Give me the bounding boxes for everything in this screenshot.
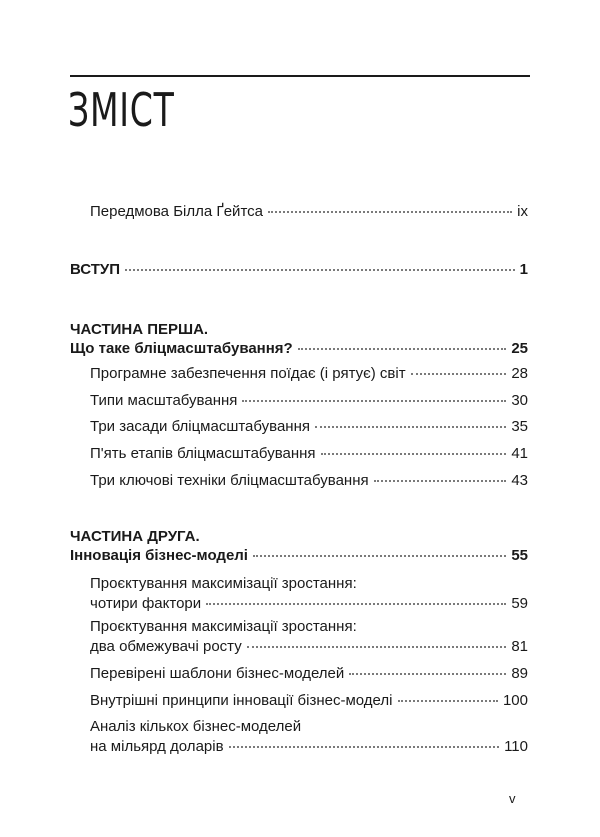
toc-entry-label: Три засади бліцмасштабування [90,418,310,435]
toc-entry-page: 100 [502,692,528,709]
toc-entry[interactable] [90,472,528,490]
toc-entry-page: 55 [511,547,528,564]
dot-leader [374,480,507,482]
toc-entry-page: 25 [511,340,528,357]
toc-entry-page: 35 [511,418,528,435]
toc-entry-foreword[interactable] [90,203,528,221]
toc-entry-label: на мільярд доларів [90,738,224,755]
toc-entry-label: Типи масштабування [90,392,238,409]
toc-entry-page: 81 [511,638,528,655]
toc-entry-label: Що таке бліцмасштабування? [70,340,293,357]
toc-entry-first-line: Проєктування максимізації зростання: [90,618,357,635]
toc-entry-label: ВСТУП [70,261,120,278]
toc-entry-label: Інновація бізнес-моделі [70,547,248,564]
toc-entry-label: Передмова Білла Ґейтса [90,203,263,220]
toc-entry-page: 59 [511,595,528,612]
toc-entry[interactable] [90,638,528,656]
toc-entry-page: 1 [519,261,528,278]
dot-leader [253,555,506,557]
toc-entry[interactable] [90,665,528,683]
toc-entry-label: Програмне забезпечення поїдає (і рятує) світ [90,365,406,382]
toc-entry-part-one[interactable] [70,340,528,358]
part-one-label: ЧАСТИНА ПЕРША. [70,321,209,338]
dot-leader [349,673,506,675]
dot-leader [206,603,506,605]
dot-leader [247,646,507,648]
toc-entry-label: Перевірені шаблони бізнес-моделей [90,665,345,682]
toc-entry-label: Внутрішні принципи інновації бізнес-моделі [90,692,393,709]
dot-leader [268,211,512,213]
page-number: v [509,791,516,806]
toc-entry[interactable] [90,445,528,463]
toc-entry-page: 28 [511,365,528,382]
toc-entry-page: 89 [511,665,528,682]
dot-leader [315,426,506,428]
top-rule [70,75,530,77]
part-two-label: ЧАСТИНА ДРУГА. [70,528,200,545]
toc-entry-page: ix [517,203,528,220]
toc-entry-page: 43 [511,472,528,489]
toc-entry[interactable] [90,365,528,383]
toc-entry-label: П'ять етапів бліцмасштабування [90,445,316,462]
toc-entry-page: 41 [511,445,528,462]
toc-entry-label: чотири фактори [90,595,202,612]
dot-leader [321,453,507,455]
dot-leader [398,700,498,702]
dot-leader [298,348,507,350]
toc-entry[interactable] [90,692,528,710]
toc-entry-page: 110 [504,738,528,755]
page-title: ЗМІСТ [68,83,175,137]
toc-entry-intro[interactable] [70,261,528,279]
toc-entry[interactable] [90,595,528,613]
toc-entry[interactable] [90,738,528,756]
toc-entry[interactable] [90,418,528,436]
toc-entry-label: два обмежувачі росту [90,638,242,655]
toc-entry-page: 30 [511,392,528,409]
dot-leader [229,746,500,748]
toc-entry-first-line: Аналіз кількох бізнес-моделей [90,718,302,735]
dot-leader [125,269,515,271]
toc-entry[interactable] [90,392,528,410]
toc-entry-part-two[interactable] [70,547,528,565]
dot-leader [242,400,506,402]
toc-entry-first-line: Проєктування максимізації зростання: [90,575,357,592]
dot-leader [411,373,507,375]
toc-entry-label: Три ключові техніки бліцмасштабування [90,472,369,489]
